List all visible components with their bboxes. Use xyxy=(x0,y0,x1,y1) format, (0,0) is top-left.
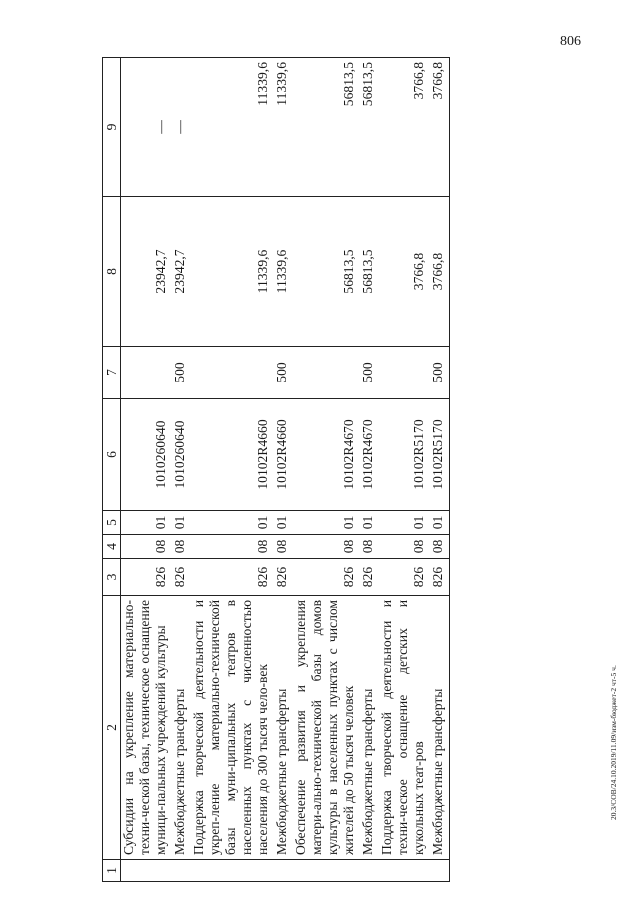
header-col-8: 8 xyxy=(103,197,121,347)
row-expense-type xyxy=(121,347,173,399)
table-row xyxy=(379,58,430,882)
row-subsection-code: 01 xyxy=(430,511,450,535)
row-target-article: 1010260640 xyxy=(121,399,173,511)
row-number xyxy=(172,860,191,882)
row-section-code: 08 xyxy=(430,535,450,559)
row-description: Межбюджетные трансферты xyxy=(172,596,191,860)
row-amount-year-2: 3766,8 xyxy=(379,58,430,197)
row-amount-year-2: — xyxy=(172,58,191,197)
row-section-code: 08 xyxy=(293,535,360,559)
header-col-6: 6 xyxy=(103,399,121,511)
row-amount-year-1: 3766,8 xyxy=(430,197,450,347)
row-amount-year-2: 56813,5 xyxy=(360,58,379,197)
row-description: Поддержка творческой деятельности и укреп-ление материально-технической базы муни-ципальных театров в населенных пунктах с численностью населения до 300 тысяч чело-век xyxy=(191,596,274,860)
row-section-code: 08 xyxy=(172,535,191,559)
row-section-code: 08 xyxy=(360,535,379,559)
row-amount-year-1: 23942,7 xyxy=(121,197,173,347)
row-number xyxy=(293,860,360,882)
row-description: Межбюджетные трансферты xyxy=(274,596,293,860)
table-row xyxy=(430,58,450,882)
row-ministry-code: 826 xyxy=(360,559,379,596)
row-subsection-code: 01 xyxy=(293,511,360,535)
row-ministry-code: 826 xyxy=(172,559,191,596)
row-section-code: 08 xyxy=(121,535,173,559)
row-number xyxy=(191,860,274,882)
row-ministry-code: 826 xyxy=(274,559,293,596)
row-number xyxy=(274,860,293,882)
row-amount-year-1: 11339,6 xyxy=(191,197,274,347)
row-amount-year-2: 3766,8 xyxy=(430,58,450,197)
row-amount-year-1: 56813,5 xyxy=(360,197,379,347)
row-target-article: 1010260640 xyxy=(172,399,191,511)
row-expense-type xyxy=(191,347,274,399)
row-section-code: 08 xyxy=(379,535,430,559)
row-amount-year-1: 3766,8 xyxy=(379,197,430,347)
row-expense-type: 500 xyxy=(172,347,191,399)
row-ministry-code: 826 xyxy=(191,559,274,596)
row-amount-year-1: 11339,6 xyxy=(274,197,293,347)
row-subsection-code: 01 xyxy=(360,511,379,535)
table-row xyxy=(360,58,379,882)
header-col-2: 2 xyxy=(103,596,121,860)
header-col-1: 1 xyxy=(103,860,121,882)
row-section-code: 08 xyxy=(274,535,293,559)
header-row xyxy=(103,58,121,882)
row-target-article: 10102R4670 xyxy=(360,399,379,511)
table-row xyxy=(274,58,293,882)
page-number: 806 xyxy=(560,34,581,49)
header-col-5: 5 xyxy=(103,511,121,535)
row-expense-type xyxy=(293,347,360,399)
header-col-7: 7 xyxy=(103,347,121,399)
row-amount-year-2: 56813,5 xyxy=(293,58,360,197)
row-target-article: 10102R4670 xyxy=(293,399,360,511)
table-row xyxy=(121,58,173,882)
row-amount-year-2: — xyxy=(121,58,173,197)
row-number xyxy=(379,860,430,882)
header-col-9: 9 xyxy=(103,58,121,197)
footer-code-text: 20.3/СОВ/24.10.2019/11.09/изм-бюджет-2 чт-5 ч. xyxy=(609,665,618,820)
row-expense-type: 500 xyxy=(274,347,293,399)
table-row xyxy=(293,58,360,882)
row-target-article: 10102R4660 xyxy=(191,399,274,511)
row-description: Субсидии на укрепление материально-техни-ческой базы, техническое оснащение муници-пальных учреждений культуры xyxy=(121,596,173,860)
row-number xyxy=(360,860,379,882)
row-description: Поддержка творческой деятельности и техни-ческое оснащение детских и кукольных теат-ров xyxy=(379,596,430,860)
row-ministry-code: 826 xyxy=(293,559,360,596)
row-expense-type: 500 xyxy=(360,347,379,399)
row-amount-year-2: 11339,6 xyxy=(191,58,274,197)
row-number xyxy=(430,860,450,882)
row-amount-year-2: 11339,6 xyxy=(274,58,293,197)
header-col-3: 3 xyxy=(103,559,121,596)
row-target-article: 10102R4660 xyxy=(274,399,293,511)
table-row xyxy=(172,58,191,882)
row-ministry-code: 826 xyxy=(430,559,450,596)
row-target-article: 10102R5170 xyxy=(430,399,450,511)
row-subsection-code: 01 xyxy=(191,511,274,535)
row-section-code: 08 xyxy=(191,535,274,559)
row-description: Межбюджетные трансферты xyxy=(360,596,379,860)
row-ministry-code: 826 xyxy=(121,559,173,596)
budget-table xyxy=(102,57,450,882)
header-col-4: 4 xyxy=(103,535,121,559)
row-expense-type: 500 xyxy=(430,347,450,399)
row-subsection-code: 01 xyxy=(379,511,430,535)
row-subsection-code: 01 xyxy=(172,511,191,535)
row-subsection-code: 01 xyxy=(121,511,173,535)
row-number xyxy=(121,860,173,882)
row-amount-year-1: 23942,7 xyxy=(172,197,191,347)
row-description: Межбюджетные трансферты xyxy=(430,596,450,860)
row-amount-year-1: 56813,5 xyxy=(293,197,360,347)
row-description: Обеспечение развития и укрепления матери-ально-технической базы домов культуры в населенных пунктах с числом жителей до 50 тысяч человек xyxy=(293,596,360,860)
row-expense-type xyxy=(379,347,430,399)
row-subsection-code: 01 xyxy=(274,511,293,535)
row-ministry-code: 826 xyxy=(379,559,430,596)
table-row xyxy=(191,58,274,882)
row-target-article: 10102R5170 xyxy=(379,399,430,511)
